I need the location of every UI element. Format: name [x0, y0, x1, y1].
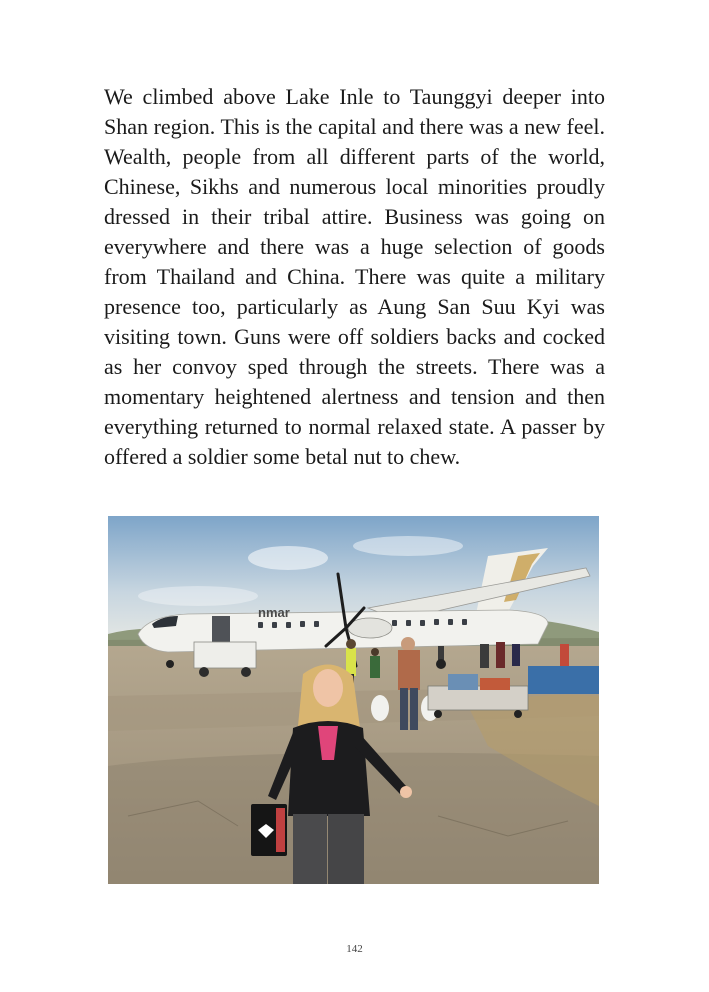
aircraft-livery-text: nmar	[258, 605, 290, 620]
baggage-cart	[194, 642, 256, 668]
airport-photo	[108, 516, 599, 884]
page-number: 142	[346, 943, 363, 955]
body-paragraph: We climbed above Lake Inle to Taunggyi deeper into Shan region. This is the capital and there was a new feel. Wealth, people from all different parts of the world, Chinese, Sikhs and numerous local minorities proudly dressed in their tribal attire. Business was going on everywhere and there was a huge selection of goods from Thailand and China. There was quite a military presence too, particularly as Aung San Suu Kyi was visiting town. Guns were off soldiers backs and cocked as her convoy sped through the streets. There was a momentary heightened alertness and tension and then everything returned to normal relaxed state. A passer by offered a soldier some betal nut to chew.	[104, 84, 605, 469]
